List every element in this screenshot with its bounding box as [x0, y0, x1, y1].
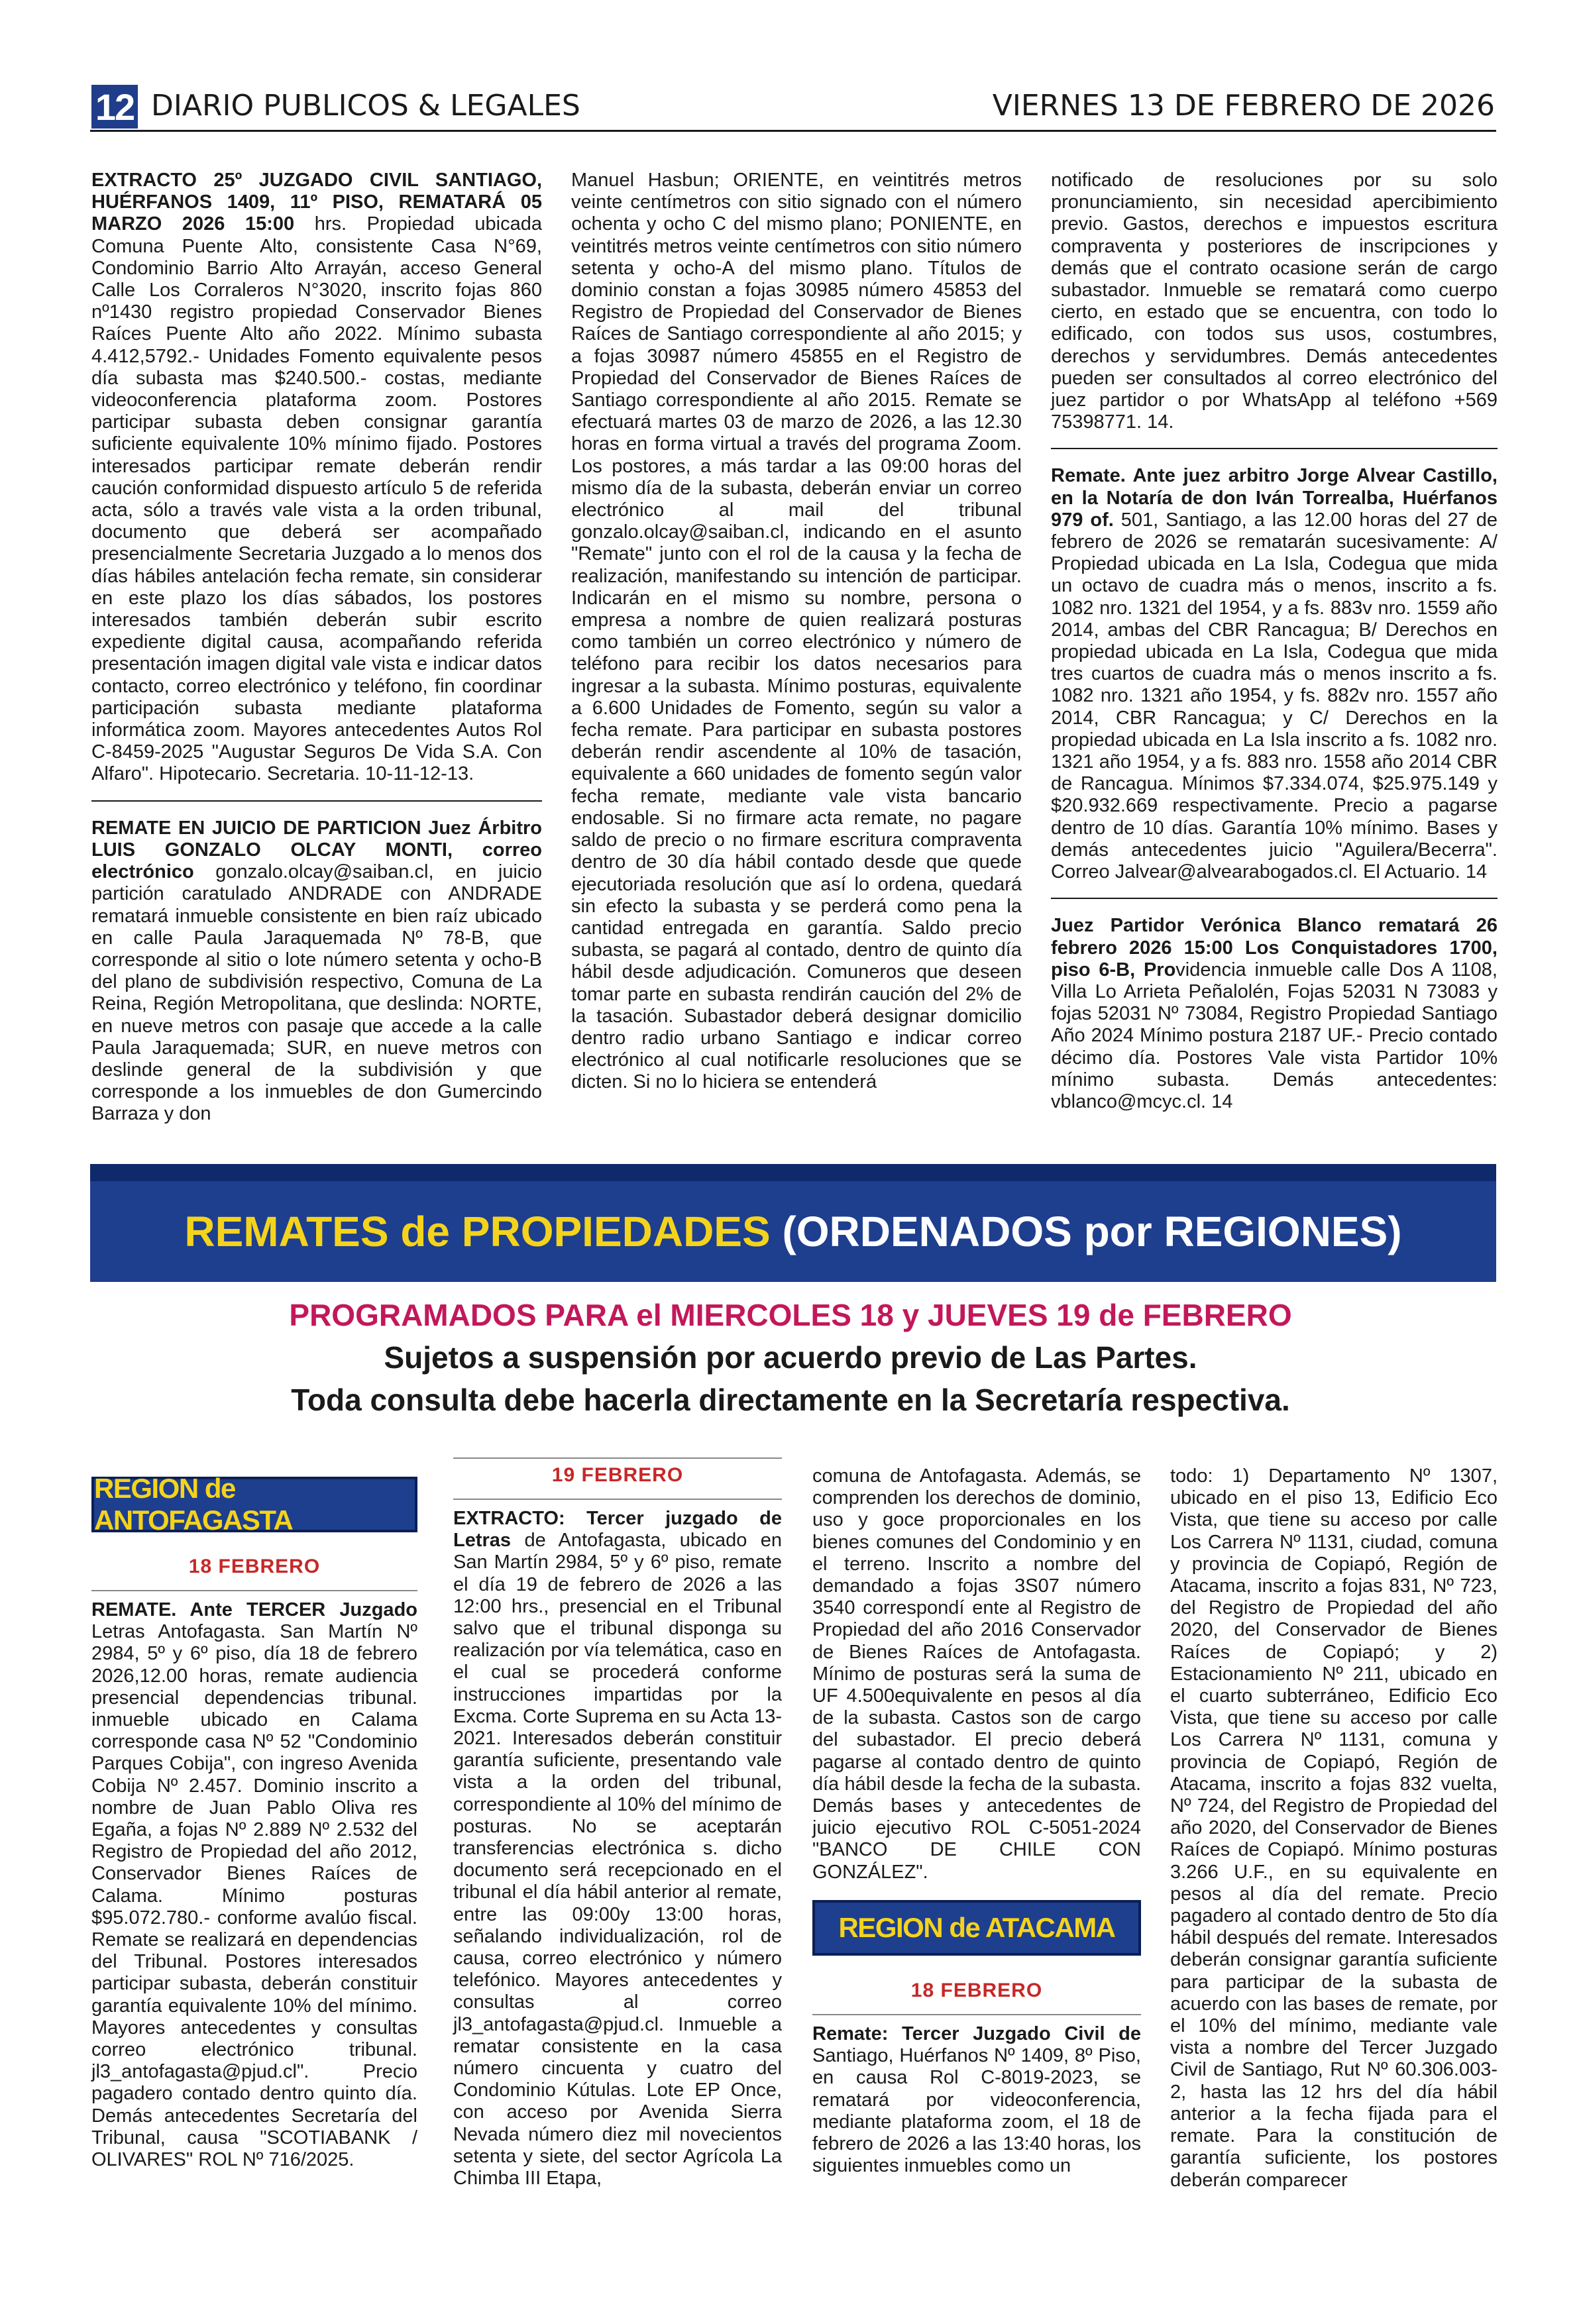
- divider: [812, 2014, 1141, 2015]
- top-column-3: [1051, 170, 1498, 1128]
- publication-date: VIERNES 13 DE FEBRERO DE 2026: [992, 89, 1495, 123]
- divider: [1051, 898, 1498, 899]
- top-column-1: [91, 170, 542, 1140]
- notice-kutulas: EXTRACTO: Tercer juzgado de Letras de Antofagasta, ubicado en San Martín 2984, 5º y 6º piso, remate el día 19 de febrero de 2026 a las 12:00 hrs., presencial en el Tribunal salvo que el tribunal disponga su realización por vía telemática, caso en el cual se procederá conforme instrucciones impartidas por la Excma. Corte Suprema en su Acta 13-2021. Interesados deberán constituir garantía suficiente, presentando vale vista a la orden del tribunal, correspondiente al 10% del mínimo de posturas. No se aceptarán transferencias electrónica s. dicho documento será recepcionado en el tribunal el día hábil anterior al remate, entre las 09:00y 13:00 horas, señalando individualización, rol de causa, correo electrónico y número telefónico. Mayores antecedentes y consultas al correo jl3_antofagasta@pjud.cl. Inmueble a rematar consistente en la casa número cincuenta y cuatro del Condominio Kútulas. Lote EP Once, con acceso por Avenida Sierra Nevada número diez mil novecientos setenta y siete, del sector Agrícola La Chimba III Etapa,: [453, 1508, 782, 2190]
- suspension-note: Sujetos a suspensión por acuerdo previo de Las Partes.: [384, 1340, 1197, 1375]
- notice-particion-andrade: REMATE EN JUICIO DE PARTICION Juez Árbitro LUIS GONZALO OLCAY MONTI, correo electrónico gonzalo.olcay@saiban.cl, en juicio partición caratulado ANDRADE con ANDRADE rematará inmueble consistente en bien raíz ubicado en calle Paula Jaraquemada Nº 78-B, que corresponde al sitio o lote número setenta y ocho-B del plano de subdivisión respectivo, Comuna de La Reina, Región Metropolitana, que deslinda: NORTE, en nueve metros con pasaje que accede a la calle Paula Jaraquemada; SUR, en nueve metros con deslinde general de la subdivisión y que corresponde a los inmuebles de don Gumercindo Barraza y don: [91, 817, 542, 1125]
- banner-subtitle: (ORDENADOS por REGIONES): [782, 1208, 1402, 1255]
- date-19-febrero: 19 FEBRERO: [551, 1464, 684, 1486]
- notice-25-juzgado: EXTRACTO 25º JUZGADO CIVIL SANTIAGO, HUÉRFANOS 1409, 11º PISO, REMATARÁ 05 MARZO 2026 15:00 hrs. Propiedad ubicada Comuna Puente Alto, consistente Casa N°69, Condominio Barrio Alto Arrayán, acceso General Calle Los Corraleros N°3020, inscrito fojas 860 nº1430 registro propiedad Conservador Bienes Raíces Puente Alto año 2022. Mínimo subasta 4.412,5792.- Unidades Fomento equivalente pesos día subasta mas $240.500.- costas, mediante videoconferencia plataforma zoom. Postores participar subasta deben consignar garantía suficiente equivalente 10% mínimo fijado. Postores interesados participar remate deberán rendir caución conformidad dispuesto artículo 5 de referida acta, sólo a través vale vista a la orden tribunal, documento que deberá ser acompañado presencialmente Secretaria Juzgado a lo menos dos días hábiles antelación fecha remate, sin considerar en este plazo los días sábados, los postores interesados también deberán subir escrito expediente digital causa, acompañando referida presentación imagen digital vale vista e indicar datos contacto, correo electrónico y teléfono, fin coordinar participación subasta mediante plataforma informática zoom. Mayores antecedentes Autos Rol C-8459-2025 "Augustar Seguros De Vida S.A. Con Alfaro". Hipotecario. Secretaria. 10-11-12-13.: [91, 170, 542, 785]
- bottom-column-3-lower: [812, 2023, 1141, 2192]
- date-18-febrero: 18 FEBRERO: [188, 1556, 321, 1577]
- header-rule: [90, 130, 1496, 132]
- notice-blanco: Juez Partidor Verónica Blanco rematará 26 febrero 2026 15:00 Los Conquistadores 1700, piso 6-B, Providencia inmueble calle Dos A 1108, Villa Lo Arrieta Peñalolén, Fojas 52031 N 73083 y fojas 52031 Nº 73084, Registro Propiedad Santiago Año 2024 Mínimo postura 2187 UF.- Precio contado décimo día. Postores Vale vista Partidor 10% mínimo subasta. Demás antecedentes: vblanco@mcyc.cl. 14: [1051, 915, 1498, 1112]
- bottom-column-2: [453, 1508, 782, 2204]
- notice-banco-chile: comuna de Antofagasta. Además, se comprenden los derechos de dominio, uso y goce proporcionales en los bienes comunes del Condominio y en el terreno. Inscrito a nombre del demandado a fojas 3S07 número 3540 correspondí ente al Registro de Propiedad del año 2016 Conservador de Bienes Raíces de Antofagasta. Mínimo de posturas será la suma de UF 4.500equivalente en pesos al día de la subasta. Castos son de cargo del subastador. El precio deberá pagarse al contado dentro de quinto día hábil desde la fecha de la subasta. Demás bases y antecedentes de juicio ejecutivo ROL C-5051-2024 "BANCO DE CHILE CON GONZÁLEZ".: [812, 1465, 1141, 1883]
- notice-alvear: Remate. Ante juez arbitro Jorge Alvear Castillo, en la Notaría de don Iván Torrealba, Huérfanos 979 of. 501, Santiago, a las 12.00 horas del 27 de febrero de 2026 se rematarán sucesivamente: A/ Propiedad ubicada en La Isla, Codegua que mida un octavo de cuadra más o menos, inscrito a fs. 1082 nro. 1321 del 1954, y a fs. 883v nro. 1559 año 2014, ambas del CBR Rancagua; B/ Derechos en propiedad ubicada en La Isla, Codegua que mida tres cuartos de cuadra más o menos inscrito a fs. 1082 nro. 1321 año 1954, y fs. 882v nro. 1557 año 2014, CBR Rancagua; y C/ Derechos en la propiedad ubicada en La Isla inscrito a fs. 1082 nro. 1321 año 1954, y a fs. 883 nro. 1558 año 2014 CBR de Rancagua. Mínimos $7.334.074, $25.975.149 y $20.932.669 respectivamente. Precio a pagarse dentro de 10 días. Garantía 10% mínimo. Bases y demás antecedentes juicio "Aguilera/Becerra". Correo Jalvear@alvearabogados.cl. El Actuario. 14: [1051, 465, 1498, 883]
- top-column-2: [571, 170, 1022, 1108]
- region-label-antofagasta: REGION de ANTOFAGASTA: [91, 1477, 417, 1532]
- divider: [91, 800, 542, 802]
- divider: [453, 1499, 782, 1500]
- divider: [453, 1457, 782, 1459]
- page-number: 12: [91, 85, 138, 129]
- schedule-heading: PROGRAMADOS PARA el MIERCOLES 18 y JUEVES 19 de FEBRERO: [289, 1298, 1292, 1332]
- notice-particion-continued: Manuel Hasbun; ORIENTE, en veintitrés metros veinte centímetros con sitio signado con el número ochenta y ocho C del mismo plano; PONIENTE, en veintitrés metros veinte centímetros con sitio número setenta y ocho-A del mismo plano. Títulos de dominio constan a fojas 30985 número 45853 del Registro de Propiedad del Conservador de Bienes Raíces de Santiago correspondiente al año 2015; y a fojas 30987 número 45855 en el Registro de Propiedad del Conservador de Bienes Raíces de Santiago correspondiente al año 2015. Remate se efectuará martes 03 de marzo de 2026, a las 12.30 horas en forma virtual a través del programa Zoom. Los postores, a más tardar a las 09:00 horas del mismo día de la subasta, deberán enviar un correo electrónico al mail del tribunal gonzalo.olcay@saiban.cl, indicando en el asunto "Remate" junto con el rol de la causa y la fecha de realización, manifestando su intención de participar. Indicarán en el mismo su nombre, persona o empresa a nombre de quien realizará posturas como también un correo electrónico y número de teléfono para recibir los datos necesarios para ingresar a la subasta. Mínimo posturas, equivalente a 6.600 Unidades de Fomento, según su valor a fecha remate. Para participar en subasta postores deberán rendir ascendente al 10% de tasación, equivalente a 660 unidades de fomento según valor fecha remate, mediante vale vista bancario endosable. Si no firmare acta remate, no pagare saldo de precio o no firmare escritura compraventa dentro de 30 día hábil contado desde que quede ejecutoriada resolución que así lo ordena, quedará sin efecto la subasta y se perderá como pena la cantidad entregada en garantía. Saldo precio subasta, se pagará al contado, dentro de quinto día hábil desde adjudicación. Comuneros que deseen tomar parte en subasta rendirán caución del 2% de la tasación. Subastador deberá designar domicilio dentro radio urbano Santiago e indicar correo electrónico al cual notificarle resoluciones que se dicten. Si no lo hiciera se entenderá: [571, 170, 1022, 1093]
- region-label-atacama: REGION de ATACAMA: [812, 1900, 1141, 1956]
- divider: [1051, 448, 1498, 449]
- bottom-column-1: [91, 1599, 417, 2186]
- section-banner: [90, 1164, 1496, 1282]
- bottom-column-3: [812, 1465, 1141, 1898]
- notice-eco-vista: todo: 1) Departamento Nº 1307, ubicado en el piso 13, Edificio Eco Vista, que tiene su acceso por calle Los Carrera Nº 1131, ciudad, comuna y provincia de Copiapó, Región de Atacama, inscrito a fojas 831, Nº 723, del Registro de Propiedad del año 2020, del Conservador de Bienes Raíces de Copiapó; y 2) Estacionamiento Nº 211, ubicado en el cuarto subterráneo, Edificio Eco Vista, que tiene su acceso por calle Los Carrera Nº 1131, comuna y provincia de Copiapó, Región de Atacama, inscrito a fojas 832 vuelta, Nº 724, del Registro de Propiedad del año 2020, del Conservador de Bienes Raíces de Copiapó. Mínimo posturas 3.266 U.F., en su equivalente en pesos al día del remate. Precio pagadero al contado dentro de 5to día hábil después del remate. Interesados deberán consignar garantía suficiente para participar de la subasta de acuerdo con las bases de remate, por el 10% del mínimo, mediante vale vista a nombre del Tercer Juzgado Civil de Santiago, Rut Nº 60.306.003-2, hasta las 12 hrs del día hábil anterior a la fecha fijada para el remate. Para la constitución de garantía suficiente, los postores deberán comparecer: [1170, 1465, 1498, 2191]
- bottom-column-4: [1170, 1465, 1498, 2206]
- notice-particion-end: notificado de resoluciones por su solo pronunciamiento, sin necesidad apercibimiento previo. Gastos, derechos e impuestos escritura compraventa y posteriores de inscripciones y demás que el contrato ocasione serán de cargo subastador. Inmueble se rematará como cuerpo cierto, en estado que se encuentra, con todo lo edificado, con todos sus usos, costumbres, derechos y servidumbres. Demás antecedentes pueden ser consultados al correo electrónico del juez partidor o por WhatsApp al teléfono +569 75398771. 14.: [1051, 170, 1498, 433]
- date-18-febrero-atacama: 18 FEBRERO: [910, 1980, 1043, 2001]
- divider: [91, 1590, 417, 1591]
- publication-name: DIARIO PUBLICOS & LEGALES: [151, 89, 580, 123]
- banner-title: REMATES de PROPIEDADES: [184, 1208, 771, 1255]
- notice-tercer-juzgado-civil: Remate: Tercer Juzgado Civil de Santiago, Huérfanos Nº 1409, 8º Piso, en causa Rol C-8019-2023, se rematará por videoconferencia, mediante plataforma zoom, el 18 de febrero de 2026 a las 13:40 horas, los siguientes inmuebles como un: [812, 2023, 1141, 2177]
- notice-scotiabank: REMATE. Ante TERCER Juzgado Letras Antofagasta. San Martín Nº 2984, 5º y 6º piso, día 18 de febrero 2026,12.00 horas, remate audiencia presencial dependencias tribunal. inmueble ubicado en Calama corresponde casa Nº 52 "Condominio Parques Cobija", con ingreso Avenida Cobija Nº 2.457. Dominio inscrito a nombre de Juan Pablo Oliva res Egaña, a fojas Nº 2.889 Nº 2.532 del Registro de Propiedad del año 2012, Conservador Bienes Raíces de Calama. Mínimo posturas $95.072.780.- conforme avalúo fiscal. Remate se realizará en dependencias del Tribunal. Postores interesados participar subasta, deberán constituir garantía equivalente 10% del mínimo. Mayores antecedentes y consultas correo electrónico tribunal. jl3_antofagasta@pjud.cl". Precio pagadero contado dentro quinto día. Demás antecedentes Secretaría del Tribunal, causa "SCOTIABANK / OLIVARES" ROL Nº 716/2025.: [91, 1599, 417, 2171]
- consult-note: Toda consulta debe hacerla directamente en la Secretaría respectiva.: [291, 1383, 1290, 1417]
